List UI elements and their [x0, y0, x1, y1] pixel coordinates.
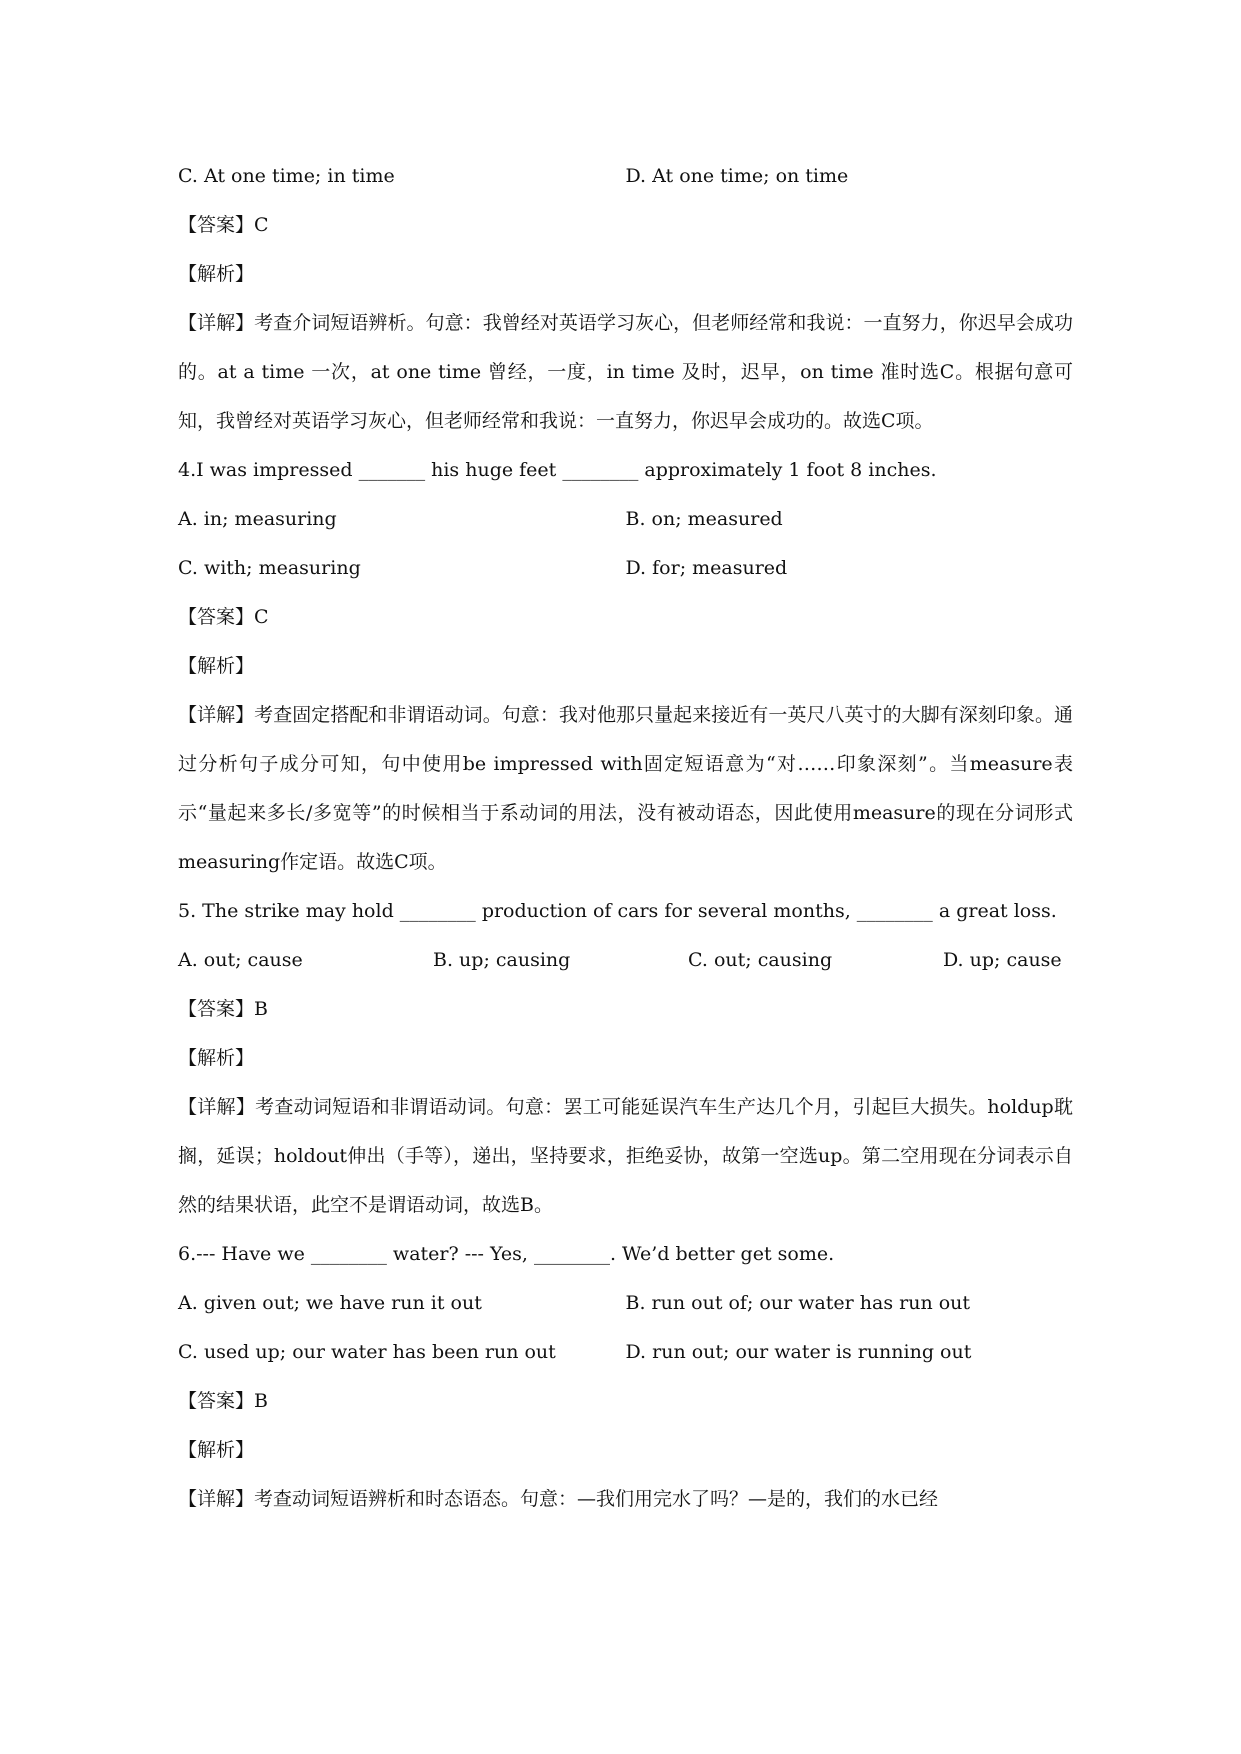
- q5-stem: 5. The strike may hold ________ production of cars for several months, ________ a great loss.: [178, 900, 1057, 922]
- q4-options-ab: [178, 495, 1073, 544]
- q3-analysis-heading: 【解析】: [178, 263, 255, 285]
- q3-option-d: D. At one time; on time: [625, 165, 849, 187]
- q6-option-b: B. run out of; our water has run out: [625, 1292, 971, 1314]
- q6-option-a: A. given out; we have run it out: [178, 1292, 482, 1314]
- q4-answer: 【答案】C: [178, 606, 269, 628]
- q6-stem: 6.--- Have we ________ water? --- Yes, ________. We’d better get some.: [178, 1243, 835, 1265]
- q3-options-cd: [178, 152, 1073, 201]
- q6-answer: 【答案】B: [178, 1390, 268, 1412]
- q4-option-d: D. for; measured: [625, 557, 788, 579]
- q3-answer: 【答案】C: [178, 214, 269, 236]
- q6-analysis-heading: 【解析】: [178, 1439, 255, 1461]
- q4-stem: 4.I was impressed _______ his huge feet ________ approximately 1 foot 8 inches.: [178, 459, 937, 481]
- q5-detail: 【详解】考查动词短语和非谓语动词。句意：罢工可能延误汽车生产达几个月，引起巨大损失。holdup耽搁，延误；holdout伸出（手等），递出，坚持要求，拒绝妥协，故第一空选up。第二空用现在分词表示自然的结果状语，此空不是谓语动词，故选B。: [178, 1096, 1073, 1216]
- q6-detail: 【详解】考查动词短语辨析和时态语态。句意：—我们用完水了吗？—是的，我们的水已经: [178, 1488, 939, 1510]
- q4-option-c: C. with; measuring: [178, 557, 361, 579]
- q4-option-a: A. in; measuring: [178, 508, 337, 530]
- document-page: [178, 152, 1073, 1524]
- q3-option-c: C. At one time; in time: [178, 165, 395, 187]
- q5-options: [178, 936, 1073, 985]
- q5-option-c: C. out; causing: [688, 949, 833, 971]
- q5-option-b: B. up; causing: [433, 949, 571, 971]
- q6-options-ab: [178, 1279, 1073, 1328]
- q6-options-cd: [178, 1328, 1073, 1377]
- q4-analysis-heading: 【解析】: [178, 655, 255, 677]
- q4-option-b: B. on; measured: [625, 508, 783, 530]
- q4-detail: 【详解】考查固定搭配和非谓语动词。句意：我对他那只量起来接近有一英尺八英寸的大脚有深刻印象。通过分析句子成分可知，句中使用be impressed with固定短语意为“对……印象深刻”。当measure表示“量起来多长/多宽等”的时候相当于系动词的用法，没有被动语态，因此使用measure的现在分词形式measuring作定语。故选C项。: [178, 704, 1073, 873]
- q6-option-c: C. used up; our water has been run out: [178, 1341, 556, 1363]
- q6-option-d: D. run out; our water is running out: [625, 1341, 972, 1363]
- q5-answer: 【答案】B: [178, 998, 268, 1020]
- q5-analysis-heading: 【解析】: [178, 1047, 255, 1069]
- q4-options-cd: [178, 544, 1073, 593]
- q5-option-d: D. up; cause: [943, 949, 1062, 971]
- q3-detail: 【详解】考查介词短语辨析。句意：我曾经对英语学习灰心，但老师经常和我说：一直努力，你迟早会成功的。at a time 一次，at one time 曾经，一度，in time 及时，迟早，on time 准时选C。根据句意可知，我曾经对英语学习灰心，但老师经常和我说：一直努力，你迟早会成功的。故选C项。: [178, 312, 1073, 432]
- q5-option-a: A. out; cause: [178, 949, 303, 971]
